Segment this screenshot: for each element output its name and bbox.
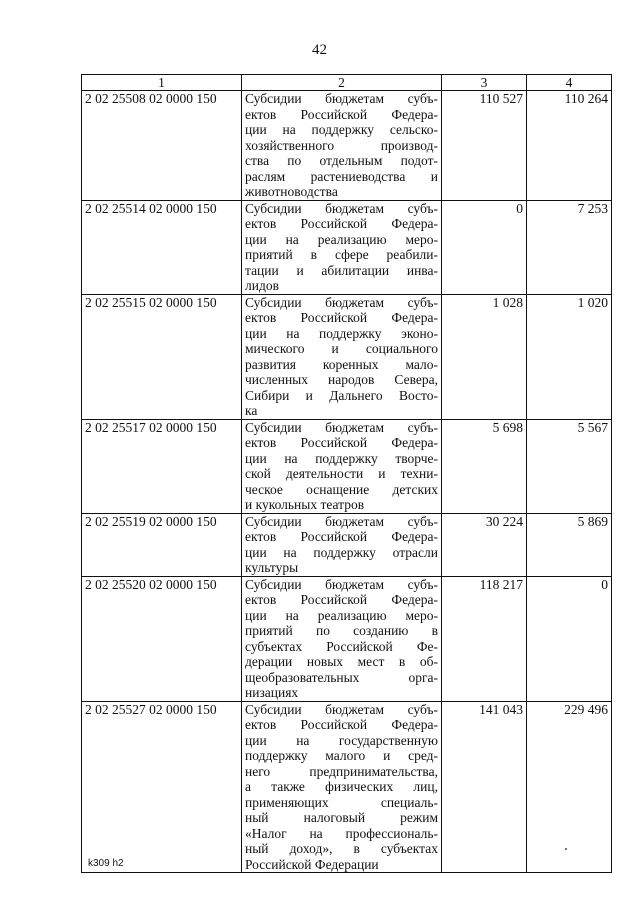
budget-code: 2 02 25520 02 0000 150 bbox=[82, 576, 242, 701]
budget-code: 2 02 25515 02 0000 150 bbox=[82, 294, 242, 419]
description-line: раслям растениеводства и bbox=[245, 168, 438, 184]
amount-col4: 110 264 bbox=[527, 91, 612, 201]
description-line: применяющих специаль- bbox=[245, 794, 438, 810]
amount-col4: 5 567 bbox=[527, 419, 612, 513]
subsidy-description bbox=[242, 513, 442, 576]
subsidy-description bbox=[242, 91, 442, 201]
subsidy-description bbox=[242, 200, 442, 294]
amount-col4: 1 020 bbox=[527, 294, 612, 419]
description-line: поддержку малого и сред- bbox=[245, 748, 438, 763]
description-line: Субсидии бюджетам субъ- bbox=[245, 294, 438, 310]
budget-code: 2 02 25514 02 0000 150 bbox=[82, 200, 242, 294]
amount-col3: 110 527 bbox=[442, 91, 527, 201]
description-line: развития коренных мало- bbox=[245, 356, 438, 372]
page-number: 42 bbox=[312, 42, 327, 58]
description-line: ектов Российской Федера- bbox=[245, 717, 438, 732]
description-line: хозяйственного производ- bbox=[245, 137, 438, 153]
column-header-3: 3 bbox=[442, 75, 527, 91]
description-line: животноводства bbox=[245, 184, 338, 199]
description-line: ектов Российской Федера- bbox=[245, 310, 438, 325]
description-line: приятий в сфере реабили- bbox=[245, 247, 438, 262]
description-line: Субсидии бюджетам субъ- bbox=[245, 513, 438, 529]
subsidy-description bbox=[242, 294, 442, 419]
description-line: ции на поддержку творче- bbox=[245, 450, 438, 466]
budget-code: 2 02 25508 02 0000 150 bbox=[82, 91, 242, 201]
budget-code: 2 02 25519 02 0000 150 bbox=[82, 513, 242, 576]
footer-code: k309 h2 bbox=[88, 858, 124, 869]
description-line: субъектах Российской Фе- bbox=[245, 638, 438, 654]
column-header-1: 1 bbox=[82, 75, 242, 91]
table-row bbox=[82, 91, 612, 201]
description-line: него предпринимательства, bbox=[245, 763, 438, 779]
description-line: ектов Российской Федера- bbox=[245, 216, 438, 231]
description-line: ектов Российской Федера- bbox=[245, 435, 438, 450]
description-line: ства по отдельным подот- bbox=[245, 153, 438, 168]
subsidy-description bbox=[242, 576, 442, 701]
subsidy-description bbox=[242, 419, 442, 513]
scan-dot bbox=[565, 848, 567, 850]
amount-col4: 5 869 bbox=[527, 513, 612, 576]
description-line: ектов Российской Федера- bbox=[245, 529, 438, 544]
description-line: ской деятельности и техни- bbox=[245, 466, 438, 481]
description-line: Субсидии бюджетам субъ- bbox=[245, 91, 438, 106]
description-line: ка bbox=[245, 403, 258, 418]
table-header-row bbox=[82, 75, 612, 91]
table-row bbox=[82, 200, 612, 294]
amount-col4: 7 253 bbox=[527, 200, 612, 294]
table-row bbox=[82, 419, 612, 513]
description-line: ектов Российской Федера- bbox=[245, 592, 438, 607]
description-line: ектов Российской Федера- bbox=[245, 106, 438, 122]
amount-col4: 0 bbox=[527, 576, 612, 701]
amount-col3: 5 698 bbox=[442, 419, 527, 513]
description-line: Субсидии бюджетам субъ- bbox=[245, 576, 438, 592]
table-row bbox=[82, 576, 612, 701]
description-line: ческое оснащение детских bbox=[245, 481, 438, 497]
description-line: Субсидии бюджетам субъ- bbox=[245, 419, 438, 435]
budget-code: 2 02 25517 02 0000 150 bbox=[82, 419, 242, 513]
table-row bbox=[82, 701, 612, 873]
description-line: ный доход», в субъектах bbox=[245, 841, 438, 856]
description-line: ции на поддержку отрасли bbox=[245, 544, 438, 560]
description-line: численных народов Севера, bbox=[245, 372, 438, 387]
column-header-4: 4 bbox=[527, 75, 612, 91]
table-row bbox=[82, 513, 612, 576]
column-header-2: 2 bbox=[242, 75, 442, 91]
description-line: тации и абилитации инва- bbox=[245, 262, 438, 278]
description-line: «Налог на профессиональ- bbox=[245, 825, 438, 841]
amount-col4: 229 496 bbox=[527, 701, 612, 873]
description-line: а также физических лиц, bbox=[245, 779, 438, 794]
description-line: ции на поддержку эконо- bbox=[245, 325, 438, 341]
budget-table bbox=[81, 74, 612, 873]
description-line: Российской Федерации bbox=[245, 856, 379, 872]
amount-col3: 141 043 bbox=[442, 701, 527, 873]
description-line: Субсидии бюджетам субъ- bbox=[245, 701, 438, 717]
description-line: щеобразовательных орга- bbox=[245, 669, 438, 685]
description-line: низациях bbox=[245, 685, 299, 700]
amount-col3: 30 224 bbox=[442, 513, 527, 576]
description-line: мического и социального bbox=[245, 341, 438, 356]
amount-col3: 118 217 bbox=[442, 576, 527, 701]
description-line: культуры bbox=[245, 560, 299, 575]
description-line: и кукольных театров bbox=[245, 497, 365, 512]
description-line: ции на поддержку сельско- bbox=[245, 122, 438, 137]
description-line: лидов bbox=[245, 278, 279, 293]
description-line: ции на реализацию меро- bbox=[245, 231, 438, 247]
table-body bbox=[82, 91, 612, 873]
budget-code: 2 02 25527 02 0000 150 bbox=[82, 701, 242, 873]
subsidy-description bbox=[242, 701, 442, 873]
description-line: приятий по созданию в bbox=[245, 623, 438, 638]
table-row bbox=[82, 294, 612, 419]
description-line: Сибири и Дальнего Восто- bbox=[245, 387, 438, 403]
description-line: ции на реализацию меро- bbox=[245, 607, 438, 623]
amount-col3: 1 028 bbox=[442, 294, 527, 419]
description-line: ный налоговый режим bbox=[245, 810, 438, 825]
amount-col3: 0 bbox=[442, 200, 527, 294]
description-line: Субсидии бюджетам субъ- bbox=[245, 200, 438, 216]
description-line: ции на государственную bbox=[245, 732, 438, 748]
description-line: дерации новых мест в об- bbox=[245, 654, 438, 669]
